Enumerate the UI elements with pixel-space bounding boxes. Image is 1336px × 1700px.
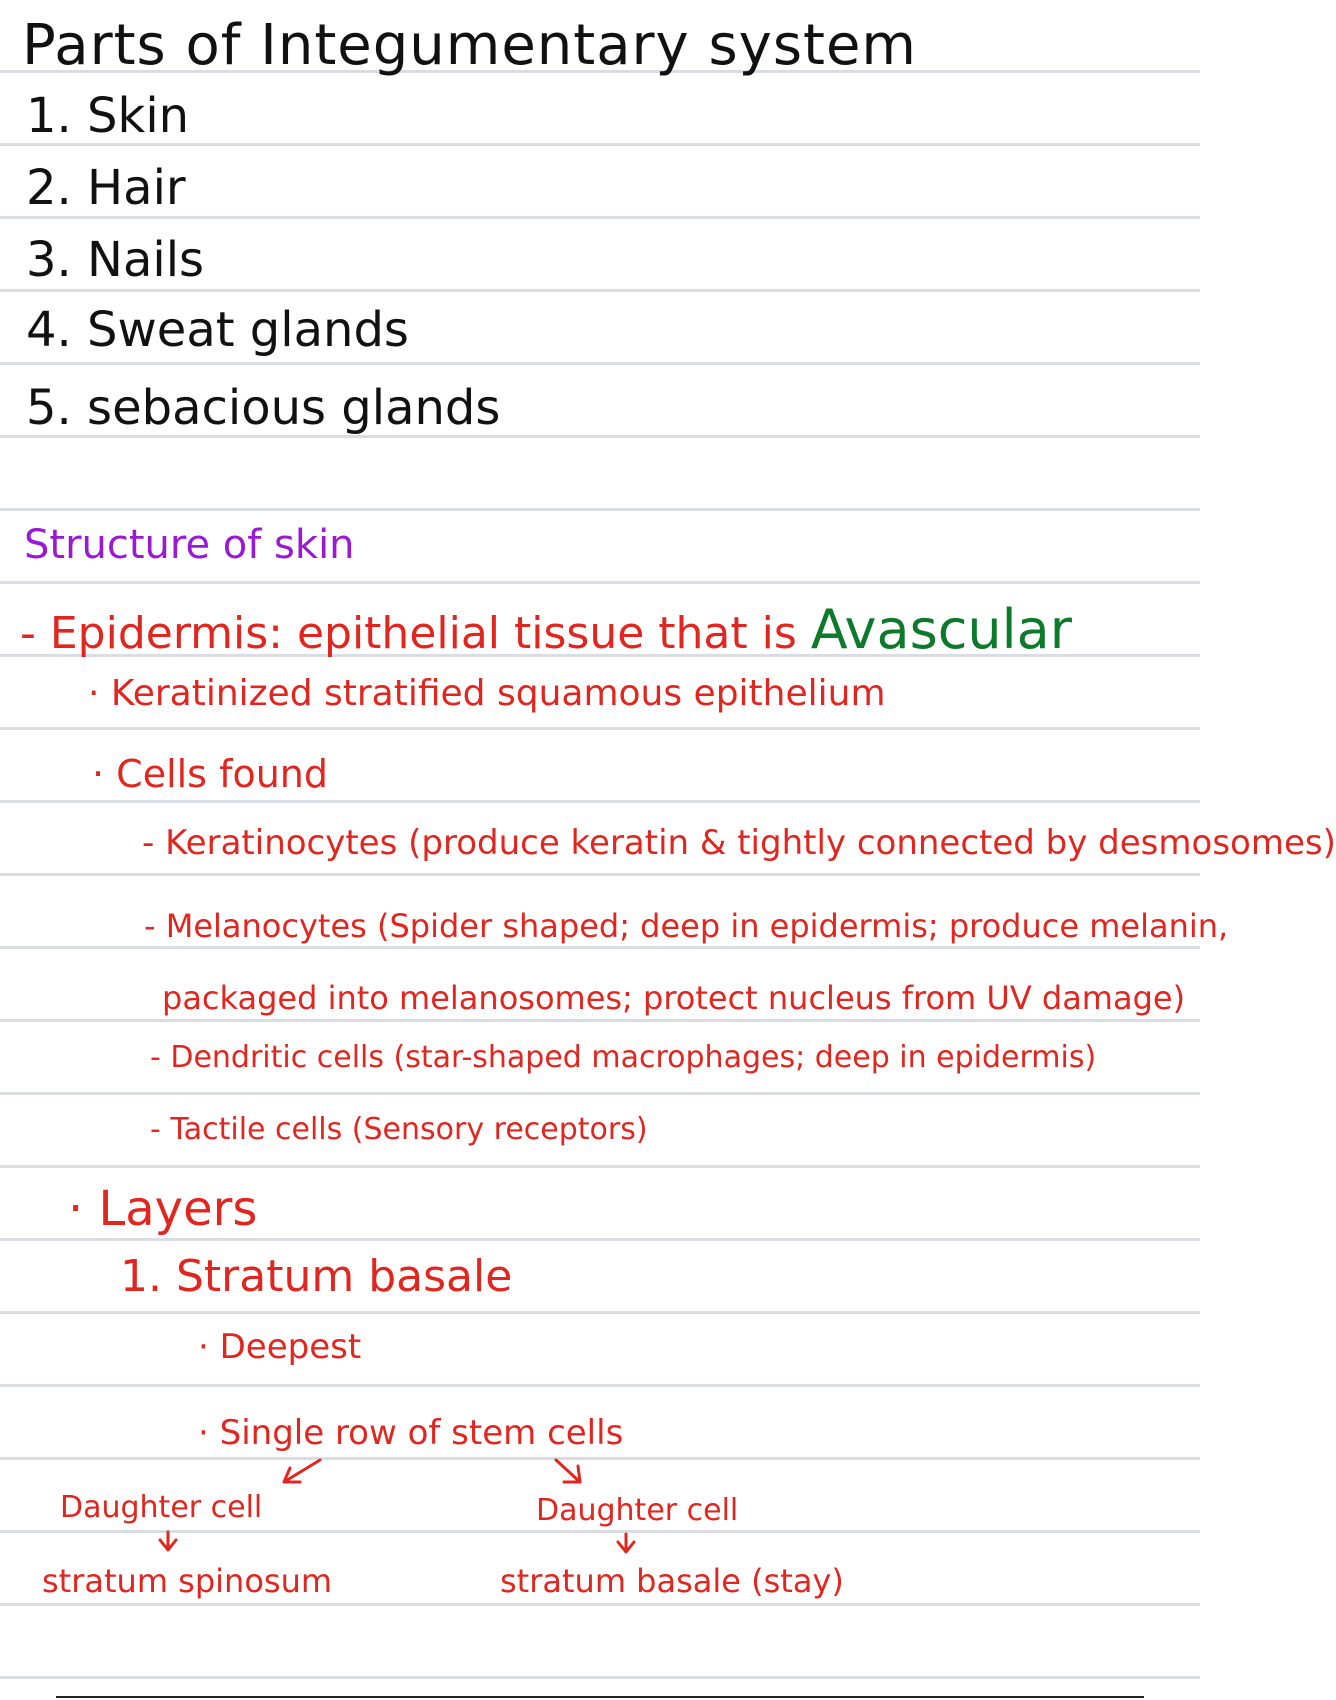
note-line: - Dendritic cells (star-shaped macrophages; deep in epidermis) bbox=[150, 1040, 1097, 1075]
epidermis-text: - Epidermis: epithelial tissue that is bbox=[20, 608, 797, 659]
daughter-cell-right: Daughter cell bbox=[536, 1493, 739, 1528]
arrow-left-icon bbox=[284, 1460, 320, 1482]
list-item: 5. sebacious glands bbox=[26, 380, 501, 436]
list-item: 3. Nails bbox=[26, 232, 205, 288]
note-line: · Deepest bbox=[198, 1327, 362, 1367]
note-line: - Tactile cells (Sensory receptors) bbox=[150, 1112, 648, 1147]
avascular-emphasis: Avascular bbox=[810, 598, 1072, 661]
epidermis-line bbox=[20, 598, 1072, 661]
arrow-down-left-icon bbox=[160, 1532, 176, 1550]
page-title: Parts of Integumentary system bbox=[22, 13, 917, 78]
layers-heading: · Layers bbox=[68, 1181, 258, 1237]
note-line: packaged into melanosomes; protect nucleus from UV damage) bbox=[162, 979, 1186, 1017]
list-item: 4. Sweat glands bbox=[26, 302, 409, 358]
arrow-right-icon bbox=[556, 1460, 580, 1482]
result-left: stratum spinosum bbox=[42, 1562, 333, 1600]
arrow-down-right-icon bbox=[618, 1534, 634, 1552]
daughter-cell-left: Daughter cell bbox=[60, 1490, 263, 1525]
note-line: · Cells found bbox=[92, 752, 328, 796]
list-item: 2. Hair bbox=[26, 160, 186, 216]
note-line: - Melanocytes (Spider shaped; deep in epidermis; produce melanin, bbox=[144, 907, 1229, 945]
list-item: 1. Skin bbox=[26, 88, 190, 144]
note-line: - Keratinocytes (produce keratin & tightly connected by desmosomes) bbox=[142, 823, 1336, 863]
result-right: stratum basale (stay) bbox=[500, 1562, 844, 1600]
note-line: · Keratinized stratified squamous epithelium bbox=[88, 673, 886, 714]
layer-heading: 1. Stratum basale bbox=[120, 1251, 513, 1302]
bottom-divider bbox=[56, 1696, 1144, 1698]
note-line: · Single row of stem cells bbox=[198, 1413, 624, 1453]
section-heading: Structure of skin bbox=[24, 522, 355, 568]
